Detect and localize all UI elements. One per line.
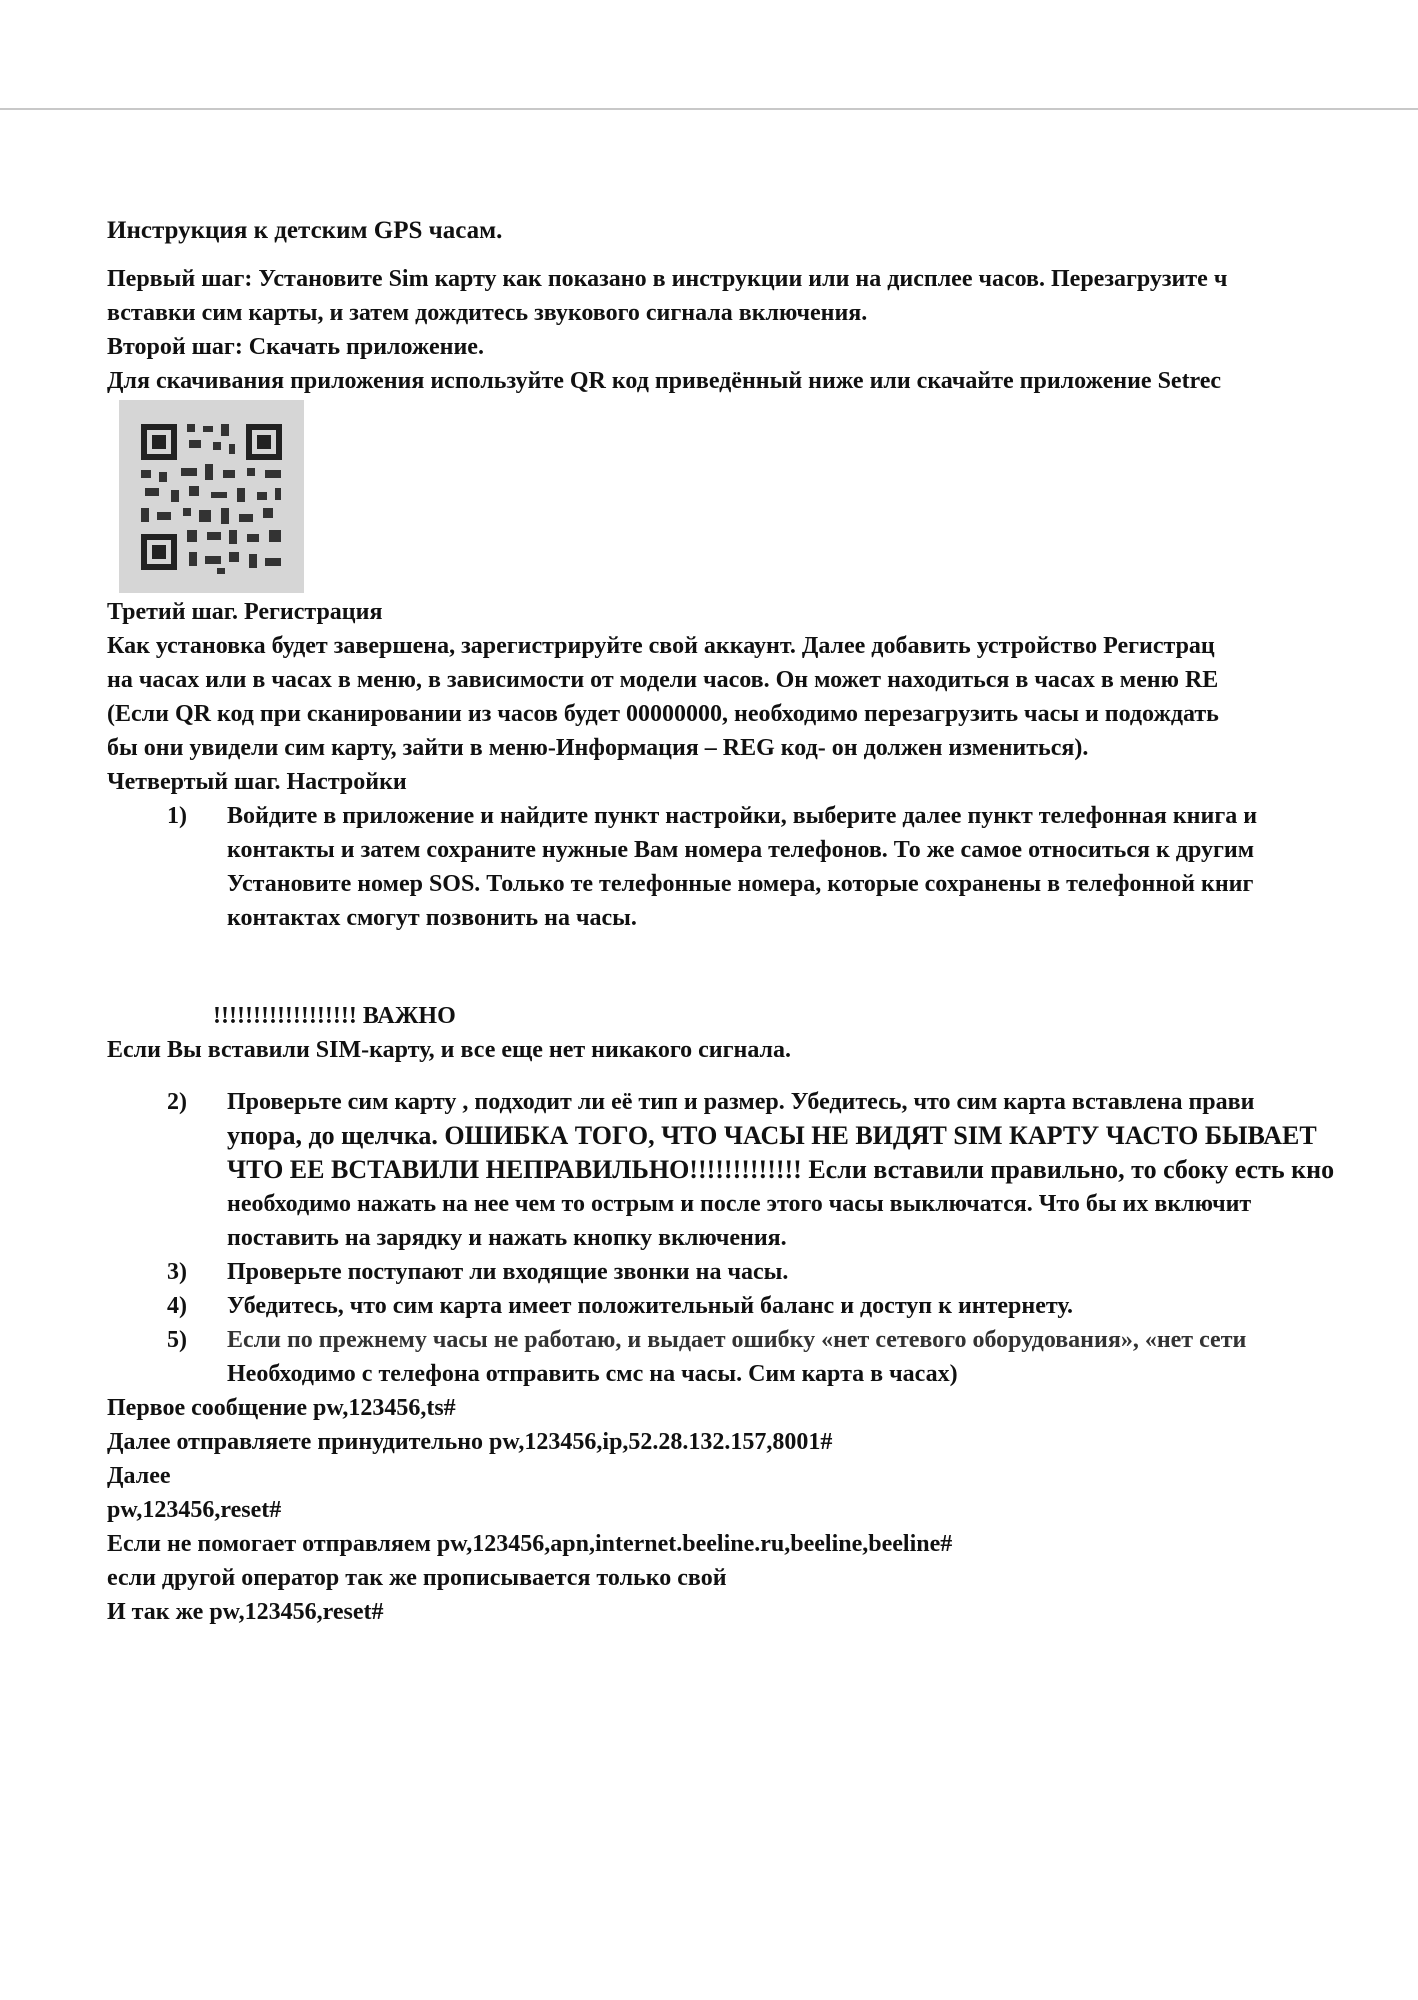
command-line: Если не помогает отправляем pw,123456,apn,internet.beeline.ru,beeline,beeline# (107, 1531, 953, 1557)
step2-line-1: Для скачивания приложения используйте QR код приведённый ниже или скачайте приложение Setrec (107, 368, 1222, 394)
important-heading: !!!!!!!!!!!!!!!!!! ВАЖНО (213, 1003, 456, 1029)
list-item-line: Войдите в приложение и найдите пункт настройки, выберите далее пункт телефонная книга и (227, 803, 1258, 829)
list-item-number: 1) (167, 803, 187, 829)
list-item-line: контакты и затем сохраните нужные Вам номера телефонов. То же самое относиться к другим (227, 837, 1255, 863)
step3-line: (Если QR код при сканировании из часов будет 00000000, необходимо перезагрузить часы и подождать (107, 701, 1219, 727)
list-item (167, 799, 1418, 935)
list-item-line: Необходимо с телефона отправить смс на часы. Сим карта в часах) (227, 1361, 958, 1387)
command-line: pw,123456,reset# (107, 1497, 282, 1523)
list-item-line: Если по прежнему часы не работаю, и выдает ошибку «нет сетевого оборудования», «нет сети (227, 1327, 1247, 1353)
list-item (167, 1255, 1418, 1289)
list-item-number: 2) (167, 1089, 187, 1115)
step1-line-2: вставки сим карты, и затем дождитесь звукового сигнала включения. (107, 300, 868, 326)
command-line: И так же pw,123456,reset# (107, 1599, 384, 1625)
step2-heading: Второй шаг: Скачать приложение. (107, 334, 484, 360)
command-line: Далее (107, 1463, 171, 1489)
command-line: Первое сообщение pw,123456,ts# (107, 1395, 456, 1421)
instruction-document (107, 214, 1418, 1629)
important-subheading: Если Вы вставили SIM-карту, и все еще нет никакого сигнала. (107, 1037, 791, 1063)
list-item (167, 1323, 1418, 1391)
step3-line: на часах или в часах в меню, в зависимости от модели часов. Он может находиться в часах в меню RE (107, 667, 1219, 693)
command-line: если другой оператор так же прописывается только свой (107, 1565, 727, 1591)
scan-edge-line (0, 108, 1418, 110)
list-item-line: Проверьте сим карту , подходит ли её тип и размер. Убедитесь, что сим карта вставлена прави (227, 1089, 1255, 1115)
list-item-line: контактах смогут позвонить на часы. (227, 905, 637, 931)
list-item-number: 5) (167, 1327, 187, 1353)
step4-heading: Четвертый шаг. Настройки (107, 769, 407, 795)
list-item-number: 4) (167, 1293, 187, 1319)
step3-heading: Третий шаг. Регистрация (107, 599, 383, 625)
step3-line: Как установка будет завершена, зарегистрируйте свой аккаунт. Далее добавить устройство Регистрац (107, 633, 1215, 659)
list-item-number: 3) (167, 1259, 187, 1285)
list-item (167, 1289, 1418, 1323)
troubleshooting-list (167, 1085, 1418, 1391)
command-line: Далее отправляете принудительно pw,123456,ip,52.28.132.157,8001# (107, 1429, 833, 1455)
list-item-line: упора, до щелчка. ОШИБКА ТОГО, ЧТО ЧАСЫ НЕ ВИДЯТ SIM КАРТУ ЧАСТО БЫВАЕТ (227, 1121, 1317, 1150)
list-item-line: Проверьте поступают ли входящие звонки на часы. (227, 1259, 789, 1285)
qr-code-icon (119, 400, 304, 593)
step1-line-1: Первый шаг: Установите Sim карту как показано в инструкции или на дисплее часов. Перезагрузите ч (107, 266, 1228, 292)
list-item (167, 1085, 1418, 1255)
list-item-line: ЧТО ЕЕ ВСТАВИЛИ НЕПРАВИЛЬНО!!!!!!!!!!!!! Если вставили правильно, то сбоку есть кно (227, 1155, 1335, 1184)
list-item-line: необходимо нажать на нее чем то острым и после этого часы выключатся. Что бы их включит (227, 1191, 1252, 1217)
step4-list (167, 799, 1418, 935)
step3-line: бы они увидели сим карту, зайти в меню-Информация – REG код- он должен измениться). (107, 735, 1089, 761)
list-item-line: Установите номер SOS. Только те телефонные номера, которые сохранены в телефонной книг (227, 871, 1254, 897)
document-title: Инструкция к детским GPS часам. (107, 217, 503, 244)
list-item-line: Убедитесь, что сим карта имеет положительный баланс и доступ к интернету. (227, 1293, 1073, 1319)
list-item-line: поставить на зарядку и нажать кнопку включения. (227, 1225, 787, 1251)
